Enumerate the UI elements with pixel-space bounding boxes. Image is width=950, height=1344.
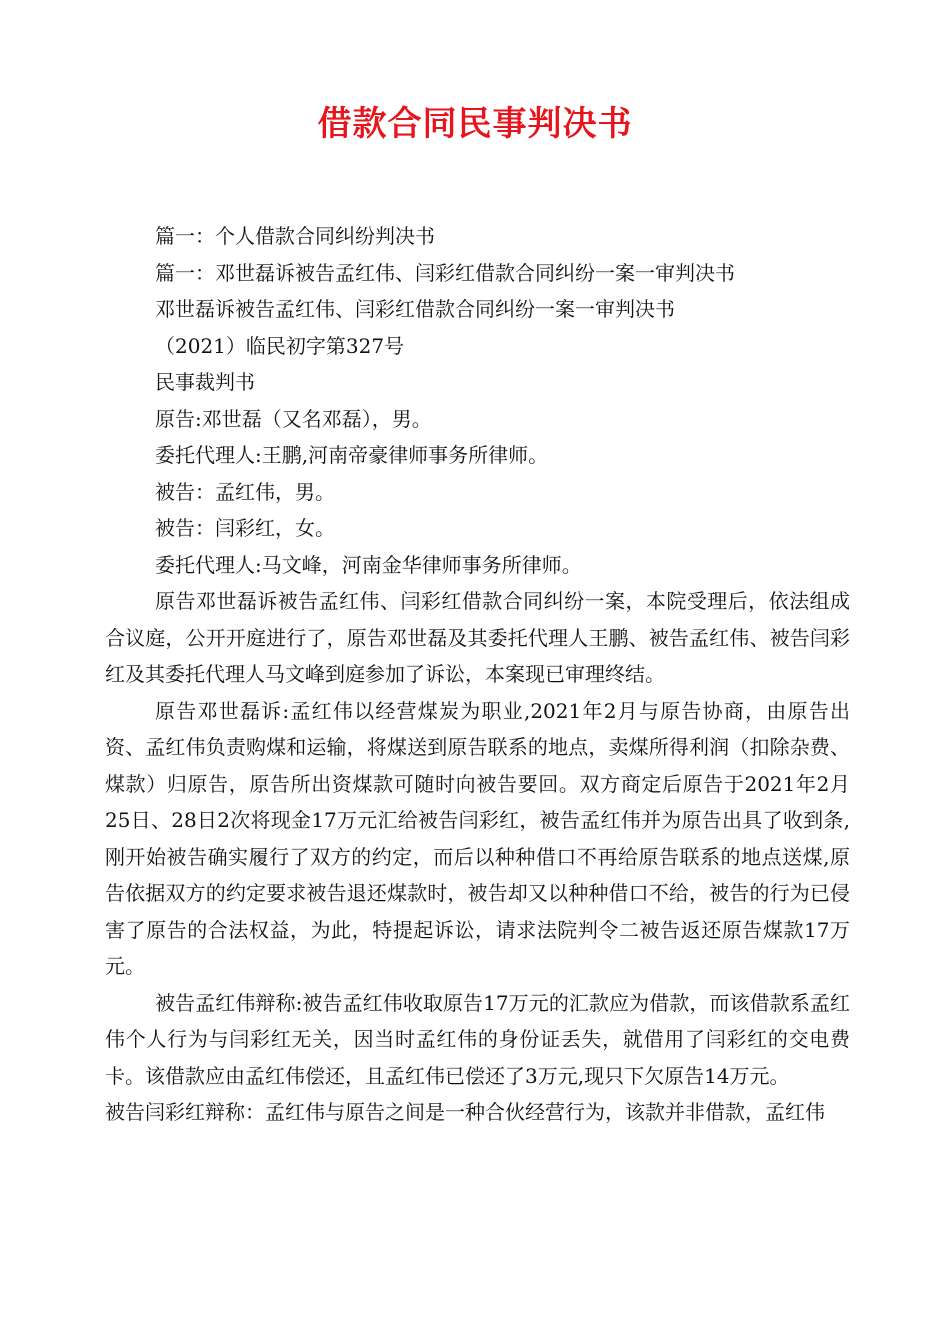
paragraph-section-heading: 篇一：个人借款合同纠纷判决书 [155, 224, 435, 248]
paragraph-defense-2: 被告闫彩红辩称：孟红伟与原告之间是一种合伙经营行为，该款并非借款，孟红伟 [105, 1100, 825, 1124]
document-body [105, 218, 850, 1131]
paragraph-document-type: 民事裁判书 [155, 370, 255, 394]
paragraph-case-title: 邓世磊诉被告孟红伟、闫彩红借款合同纠纷一案一审判决书 [155, 297, 675, 321]
paragraph-case-number: （2021）临民初字第327号 [155, 333, 405, 358]
paragraph-case-intro: 原告邓世磊诉被告孟红伟、闫彩红借款合同纠纷一案，本院受理后，依法组成合议庭，公开开庭进行了，原告邓世磊及其委托代理人王鹏、被告孟红伟、被告闫彩红及其委托代理人马文峰到庭参加了诉讼，本案现已审理终结。 [105, 589, 850, 686]
paragraph-plaintiff-agent: 委托代理人:王鹏,河南帝豪律师事务所律师。 [155, 443, 549, 467]
paragraph-plaintiff: 原告:邓世磊（又名邓磊），男。 [155, 406, 432, 431]
paragraph-defense-1: 被告孟红伟辩称:被告孟红伟收取原告17万元的汇款应为借款，而该借款系孟红伟个人行为与闫彩红无关，因当时孟红伟的身份证丢失，就借用了闫彩红的交电费卡。该借款应由孟红伟偿还，且孟红伟已偿还了3万元,现只下欠原告14万元。 [105, 990, 850, 1088]
paragraph-case-heading: 篇一：邓世磊诉被告孟红伟、闫彩红借款合同纠纷一案一审判决书 [155, 260, 735, 285]
paragraph-defendant-1: 被告：孟红伟，男。 [155, 479, 335, 504]
paragraph-defendant-agent: 委托代理人:马文峰，河南金华律师事务所律师。 [155, 552, 582, 577]
paragraph-defendant-2: 被告：闫彩红，女。 [155, 516, 335, 540]
document-title: 借款合同民事判决书 [317, 104, 633, 144]
paragraph-plaintiff-claim: 原告邓世磊诉:孟红伟以经营煤炭为职业,2021年2月与原告协商，由原告出资、孟红伟负责购煤和运输，将煤送到原告联系的地点，卖煤所得利润（扣除杂费、煤款）归原告，原告所出资煤款可随时向被告要回。双方商定后原告于2021年2月25日、28日2次将现金17万元汇给被告闫彩红，被告孟红伟并为原告出具了收到条,刚开始被告确实履行了双方的约定，而后以种种借口不再给原告联系的地点送煤,原告依据双方的约定要求被告退还煤款时，被告却又以种种借口不给，被告的行为已侵害了原告的合法权益，为此，特提起诉讼，请求法院判令二被告返还原告煤款17万元。 [105, 698, 850, 978]
